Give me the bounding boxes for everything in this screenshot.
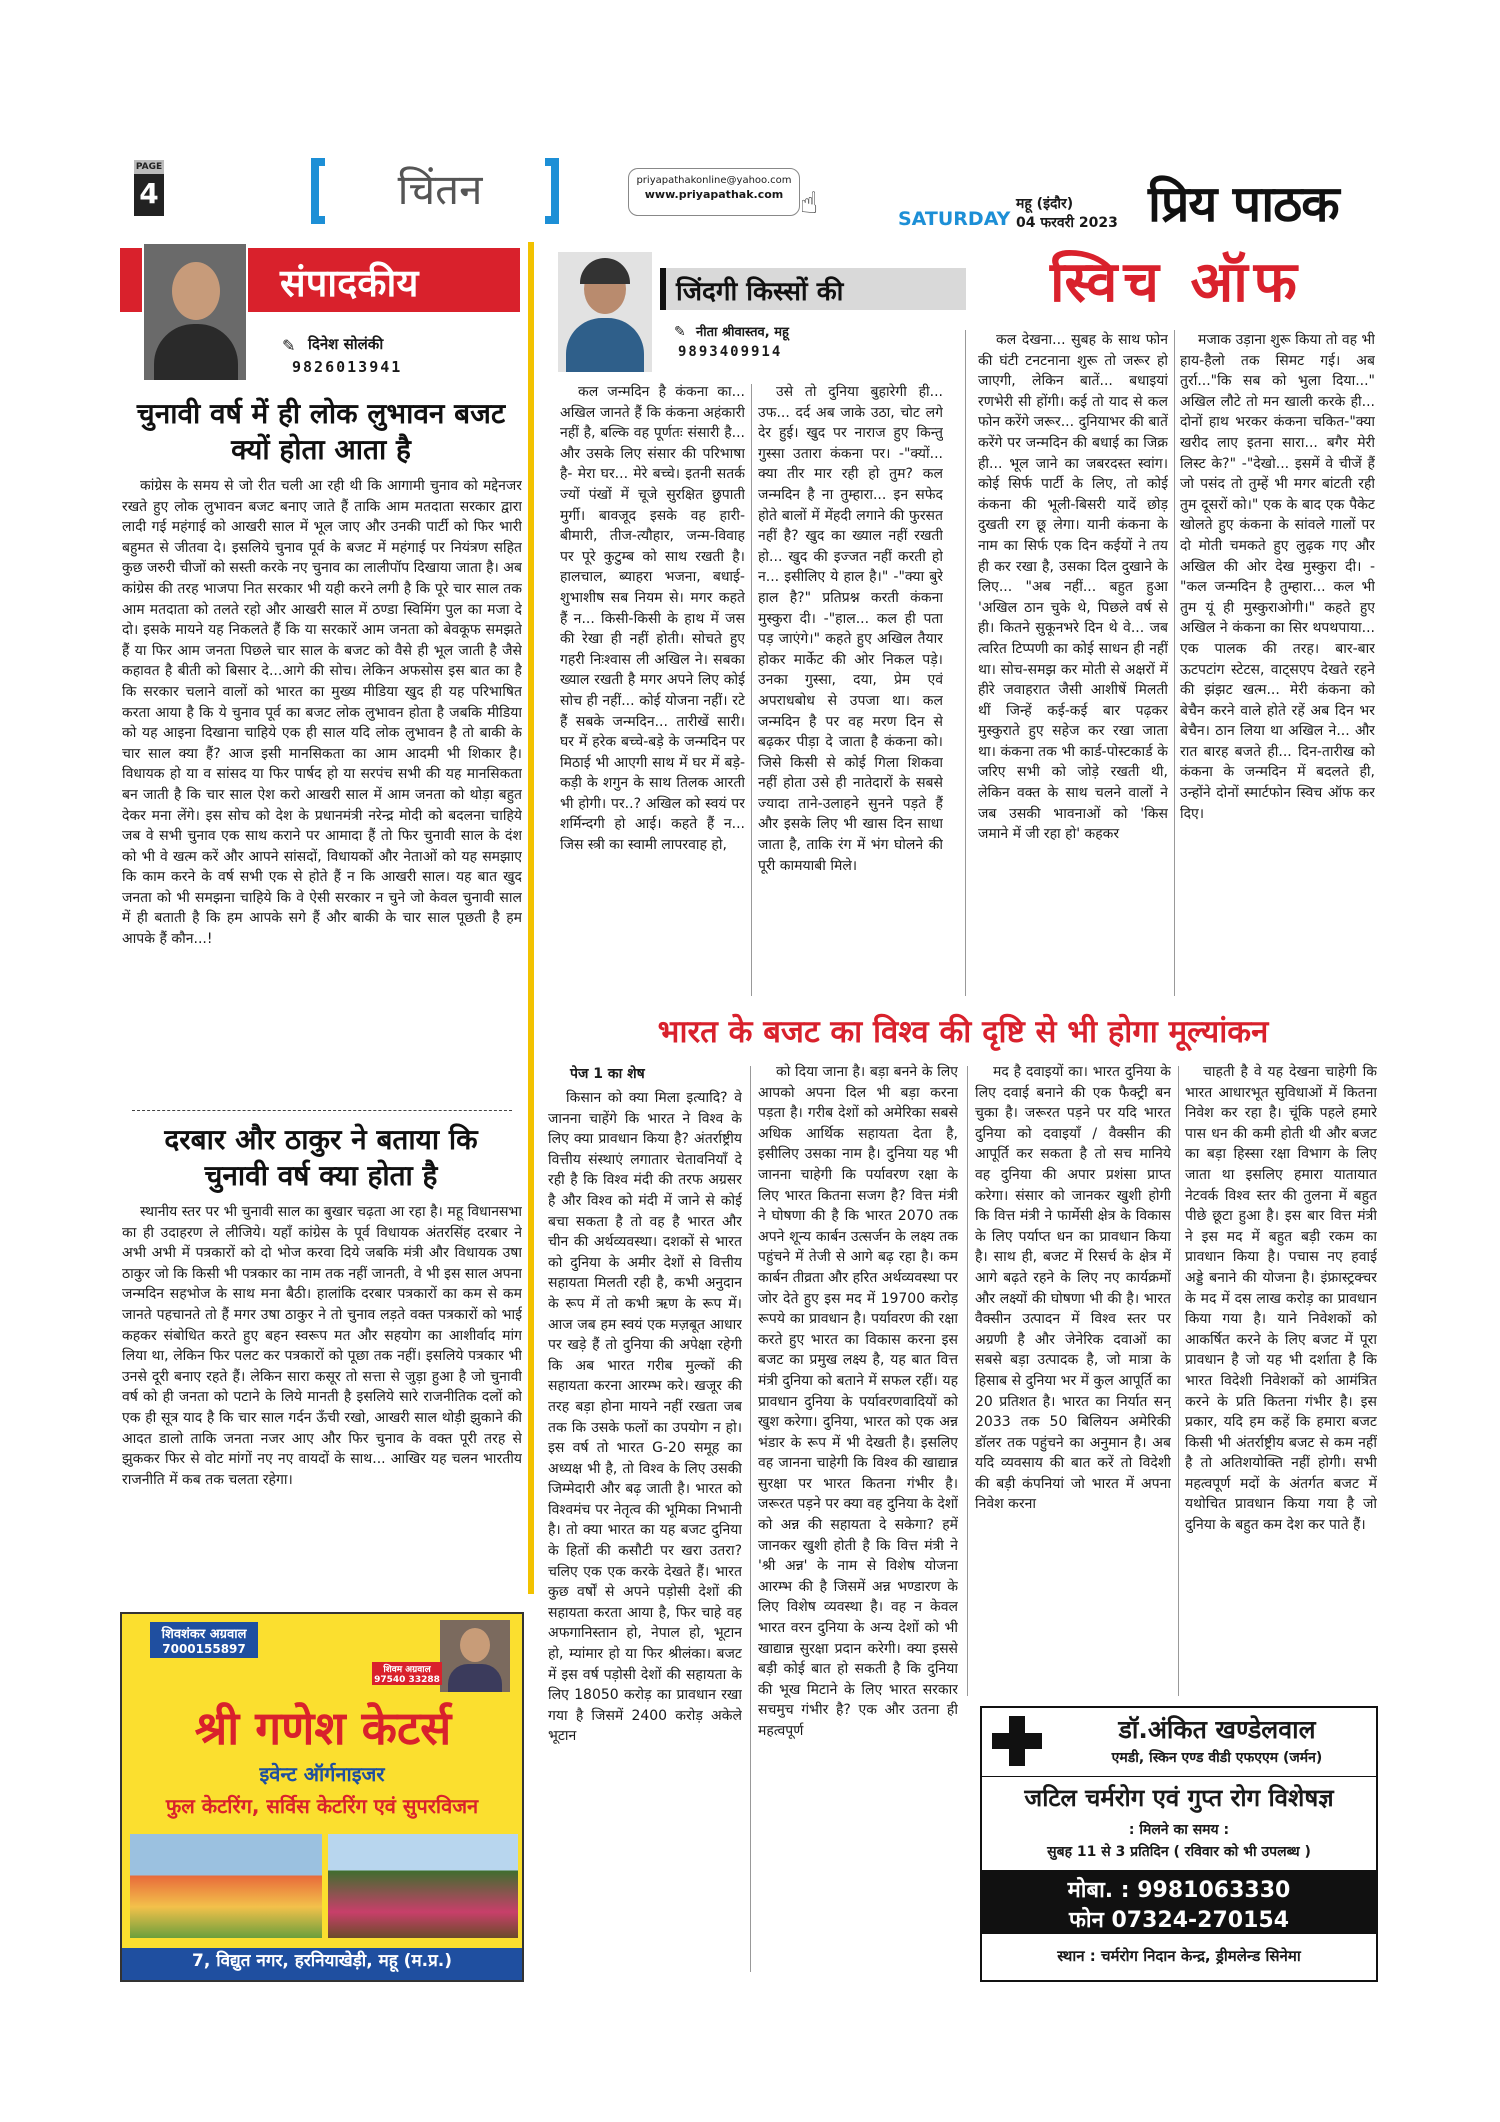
column-text-4-body: मजाक उड़ाना शुरू किया तो वह भी हाय-हैलो तक सिमट गई। अब तुर्रा..."कि सब को भुला दिया..." अखिल लौटे तो मन खाली करके ही... दोनों हाथ भरकर कंकना चकित-"क्या खरीद लाए इतना सारा... बगैर मेरी लिस्ट के?" -"देखो... इसमें वे चीजें हैं जो पसंद तो तुम्हें भी मगर बांटती रही तुम दूसरों को।" एक के बाद एक पैकेट खोलते हुए कंकना के सांवले गालों पर दो मोती चमकते हुए लुढ़क गए और अखिल की ओर देख मुस्कुरा दी। -"कल जन्मदिन है तुम्हारा... कल भी तुम यूं ही मुस्कुराओगी।" कहते हुए अखिल ने कंकना का सिर थपथपाया... एक पालक की तरह। बार-बार ऊटपटांग स्टेटस, वाट्सएप देखते रहने की झंझट खत्म... मेरी कंकना को बेचैन करने वाले होते रहें अब दिन भर बेचैन। ठान लिया था अखिल ने... और रात बारह बजते ही... दिन-तारीख को कंकना के जन्मदिन में बदलते ही, उन्होंने दोनों स्मार्टफोन स्विच ऑफ कर दिए। [1180,332,1375,822]
doctor-degree: एमडी, स्किन एण्ड वीडी एफएएम (जर्मन) [1111,1750,1323,1766]
section-title: चिंतन [397,165,483,214]
doctor-name: डॉ.अंकित खण्डेलवाल [1118,1715,1316,1744]
column-phone: 9893409914 [678,344,783,360]
doctor-phone[interactable]: फोन 07324-270154 [1068,1908,1290,1933]
pen-icon: ✎ [674,324,686,340]
owner2-name: शिवम अग्रवाल [383,1665,431,1675]
column-divider-3 [1174,330,1175,996]
column-story-title: स्विच ऑफ [1050,250,1303,315]
column-author-photo [558,252,652,372]
catering-tagline: इवेन्ट ऑर्गनाइजर [259,1762,385,1786]
owner1-phone: 7000155897 [162,1642,246,1656]
owner2-box [372,1662,442,1685]
budget-text-2 [758,1062,958,1974]
page-tag-label: PAGE [135,162,163,172]
doctor-specialty: जटिल चर्मरोग एवं गुप्त रोग विशेषज्ञ [982,1776,1376,1814]
owner2-photo [440,1620,510,1692]
budget-continued-label: पेज 1 का शेष [570,1066,645,1082]
budget-text-1-body: किसान को क्या मिला इत्यादि? वे जानना चाहेंगे कि भारत ने विश्व के लिए क्या प्रावधान किया है? अंतर्राष्ट्रीय वित्तीय संस्थाएं लगातार चेतावनियाँ दे रही है कि विश्व मंदी की तरफ अग्रसर है और विश्व को मंदी में जाने से कोई बचा सकता है तो वह है भारत और चीन की अर्थव्यवस्था। दशकों से भारत को दुनिया के अमीर देशों से वित्तीय सहायता मिलती रही है, कभी अनुदान के रूप में तो कभी ऋण के रूप में। आज जब हम स्वयं एक मज़बूत आधार पर खड़े हैं तो दुनिया की अपेक्षा रहेगी कि अब भारत गरीब मुल्कों की सहायता करना आरम्भ करे। खजूर की तरह बड़ा होना मायने नहीं रखता जब तक कि उसके फलों का उपयोग न हो। इस वर्ष तो भारत G-20 समूह का अध्यक्ष भी है, तो विश्व के लिए उसकी जिम्मेदारी और बढ़ जाती है। भारत को विश्वमंच पर नेतृत्व की भूमिका निभानी है। तो क्या भारत का यह बजट दुनिया के हितों की कसौटी पर खरा उतरा? चलिए एक एक करके देखते हैं। भारत कुछ वर्षों से अपने पड़ोसी देशों की सहायता करता आया है, फिर चाहे वह अफगानिस्तान हो, नेपाल हो, भूटान हो, म्यांमार हो या फिर श्रीलंका। बजट में इस वर्ष पड़ोसी देशों की सहायता के लिए 18050 करोड़ का प्रावधान रखा गया है जिसमें 2400 करोड़ अकेले भूटान [548,1090,742,1745]
newspaper-logo: प्रिय पाठक [1148,174,1339,233]
budget-divider-1 [750,1066,751,1972]
column-text-3-body: कल देखना... सुबह के साथ फोन की घंटी टनटनाना शुरू तो जरूर हो जाएगी, लेकिन बातें... बधाइयां रणभेरी सी होंगी। कई तो याद से कल फोन करेंगे जरूर... दुनियाभर की बातें करेंगे पर जन्मदिन की बधाई का जिक्र ही... भूल जाने का जबरदस्त स्वांग। कोई सिर्फ पार्टी के लिए, तो कोई कंकना की भूली-बिसरी यादें छोड़ दुखती रग छू लेगा। यानी कंकना के नाम का सिर्फ एक दिन कईयों ने तय ही कर रखा है, उसका दिल दुखाने के लिए... "अब नहीं... बहुत हुआ 'अखिल ठान चुके थे, पिछले वर्ष से ही। कितने सुकूनभरे दिन थे वे... जब त्वरित टिप्पणी का कोई साधन ही नहीं था। सोच-समझ कर मोती से अक्षरों में हीरे जवाहरात जैसी आशीषें मिलती थीं जिन्हें कई-कई बार पढ़कर मुस्कुराते हुए सहेज कर रखा जाता था। कंकना तक भी कार्ड-पोस्टकार्ड के जरिए सभी को जोड़े रखती थी, लेकिन वक्त के साथ चलने वालों ने जब उसकी भावनाओं को 'किस जमाने में जी रहा हो' कहकर [978,332,1168,843]
doctor-mobile[interactable]: मोबा. : 9981063330 [1067,1878,1291,1903]
budget-text-2-body: को दिया जाना है। बड़ा बनने के लिए आपको अपना दिल भी बड़ा करना पड़ता है। गरीब देशों को अमेरिका सबसे अधिक आर्थिक सहायता देता है, इसीलिए उसका नाम है। दुनिया यह भी जानना चाहेगी कि पर्यावरण रक्षा के लिए भारत कितना सजग है? वित्त मंत्री ने घोषणा की है कि भारत 2070 तक अपने शून्य कार्बन उत्सर्जन के लक्ष्य तक पहुंचने में तेजी से आगे बढ़ रहा है। कम कार्बन तीव्रता और हरित अर्थव्यवस्था पर जोर देते हुए इस मद में 19700 करोड़ रूपये का प्रावधान है। पर्यावरण की रक्षा करते हुए भारत का विकास करना इस बजट का प्रमुख लक्ष्य है, यह बात वित्त मंत्री दुनिया को बताने में सफल रहीं। यह प्रावधान दुनिया के पर्यावरणवादियों को खुश करेगा। दुनिया, भारत को एक अन्न भंडार के रूप में भी देखती है। इसलिए वह जानना चाहेगी कि विश्व की खाद्यान्न सुरक्षा पर भारत कितना गंभीर है। जरूरत पड़ने पर क्या वह दुनिया के देशों को अन्न की सहायता दे सकेगा? हमें जानकर खुशी होती है कि वित्त मंत्री ने 'श्री अन्न' के नाम से विशेष योजना आरम्भ की है जिसमें अन्न भण्डारण के लिए विशेष व्यवस्था है। वह न केवल भारत वरन दुनिया के अन्य देशों को भी खाद्यान्न सुरक्षा प्रदान करेगी। क्या इससे बड़ी कोई बात हो सकती है कि दुनिया की भूख मिटाने के लिए भारत सरकार सचमुच गंभीर है? एक और उतना ही महत्वपूर्ण [758,1064,958,1739]
section-bracket-left [311,158,325,224]
vertical-yellow-rule [528,242,534,1594]
editor-photo [142,242,248,382]
column-text-1-body: कल जन्मदिन है कंकना का... अखिल जानते हैं कि कंकना अहंकारी नहीं है, बल्कि वह पूर्णतः संसारी है... और उसके लिए संसार की परिभाषा है- मेरा घर... मेरे बच्चे। इतनी सतर्क ज्यों पंखों में चूजे सुरक्षित छुपाती मुर्गी। बावजूद इसके वह हारी-बीमारी, तीज-त्यौहार, जन्म-विवाह पर पूरे कुटुम्ब को साथ रखती है। हालचाल, ब्याहरा भजना, बधाई-शुभाशीष सब नियम से। मगर कहते हैं न... किसी-किसी के हाथ में जस की रेखा ही नहीं होती। सोचते हुए गहरी निःश्वास ली अखिल ने। सबका ख्याल रखती है मगर अपने लिए कोई सोच ही नहीं... कोई योजना नहीं। रटे हैं सबके जन्मदिन... तारीखें सारी। घर में हरेक बच्चे-बड़े के जन्मदिन पर मिठाई भी आएगी साथ में घर में बड़े-कड़ी के शगुन के साथ तिलक आरती भी होगी। पर..? अखिल को स्वयं पर शर्मिन्दगी हो आई। कहते हैं न... जिस स्त्री का स्वामी लापरवाह हो, [560,384,745,854]
column-divider-1 [751,384,752,996]
date-label: 04 फरवरी 2023 [1016,215,1118,231]
editorial-body-1 [122,476,522,1101]
column-author: नीता श्रीवास्तव, महू [696,325,789,340]
budget-text-4 [1185,1062,1377,1698]
pen-icon: ✎ [282,336,296,355]
budget-text-4-body: चाहती है वे यह देखना चाहेगी कि भारत आधारभूत सुविधाओं में कितना निवेश कर रहा है। चूंकि पहले हमारे पास धन की कमी होती थी और बजट का बड़ा हिस्सा रक्षा विभाग के लिए जाता था इसलिए हमारा यातायात नेटवर्क विश्व स्तर की तुलना में बहुत पीछे छूटा हुआ है। इस बार वित्त मंत्री ने इस मद में बहुत बड़ी रकम का प्रावधान किया है। पचास नए हवाई अड्डे बनाने की योजना है। इंफ्रास्ट्रक्चर के मद में दस लाख करोड़ का प्रावधान किया गया है। याने निवेशकों को आकर्षित करने के लिए बजट में पूरा प्रावधान है जो यह भी दर्शाता है कि भारत विदेशी निवेशकों को आमंत्रित करने के प्रति कितना गंभीर है। इस प्रकार, यदि हम कहें कि हमारा बजट किसी भी अंतर्राष्ट्रीय बजट से कम नहीं है तो अतिशयोक्ति नहीं होगी। सभी महत्वपूर्ण मदों के अंतर्गत बजट में यथोचित प्रावधान किया गया है जो दुनिया के बहुत कम देश कर पाते हैं। [1185,1064,1377,1534]
day-label: SATURDAY [898,208,1011,230]
budget-text-1 [548,1088,742,1974]
budget-divider-2 [967,1066,968,1696]
budget-text-3 [975,1062,1171,1698]
column-text-3 [978,330,1168,1002]
editorial-header [120,242,520,382]
pointer-hand-icon: ☝ [800,186,819,221]
owner1-box [150,1622,258,1658]
catering-photo-2 [328,1834,518,1938]
doctor-ad [980,1706,1378,1982]
editorial-body-2 [122,1202,522,1592]
editorial-headline-1: चुनावी वर्ष में ही लोक लुभावन बजट क्यों होता आता है [136,397,506,466]
catering-address: 7, विद्युत नगर, हरनियाखेड़ी, महू (म.प्र.) [122,1948,522,1980]
editorial-body-2-text: स्थानीय स्तर पर भी चुनावी साल का बुखार चढ़ता आ रहा है। महू विधानसभा का ही उदाहरण ले लीजिये। यहाँ कांग्रेस के पूर्व विधायक अंतरसिंह दरबार ने अभी अभी में पत्रकारों को दो भोज करवा दिये जबकि मंत्री और विधायक उषा ठाकुर जो कि किसी भी पत्रकार का नाम तक नहीं जानती, वे भी इस साल अपना जन्मदिन सहभोज के साथ मना बैठी। हालांकि दरबार पत्रकारों का कम से कम जानते पहचानते तो हैं मगर उषा ठाकुर ने तो चुनाव लड़ते वक्त पत्रकारों को भाई कहकर संबोधित करते हुए बहन स्वरूप मत और सहयोग का आशीर्वाद मांग लिया था, लेकिन फिर पलट कर पत्रकारों को पूछा तक नहीं। इसलिये पत्रकार भी उनसे दूरी बनाए रहते हैं। लेकिन सारा कसूर तो सत्ता से जुड़ा हुआ है जो चुनावी वर्ष को ही जनता को पटाने के लिये मानती है इसलिये सारे राजनीतिक दलों को एक ही सूत्र याद है कि चार साल गर्दन ऊँची रखो, आखरी साल थोड़ी झुकाने की आदत डालो ताकि जनता नजर आए और फिर चुनाव के वक्त पूरी तरह से झुककर फिर से वोट मांगों नए नए वायदों के साथ... आखिर यह चलन भारतीय राजनीति में कब तक चलता रहेगा। [122,1204,522,1488]
email[interactable]: priyapathakonline@yahoo.com [636,175,792,186]
column-text-1 [560,382,745,1002]
section-bracket-right [545,158,559,224]
website[interactable]: www.priyapathak.com [644,188,784,201]
page-tag [134,160,164,216]
column-divider-2 [965,330,966,996]
column-header [548,246,968,376]
page-number: 4 [139,177,159,210]
doctor-timing: सुबह 11 से 3 प्रतिदिन ( रविवार को भी उपलब्ध ) [1047,1844,1311,1860]
catering-photo-1 [130,1834,322,1938]
owner2-phone: 97540 33288 [374,1675,440,1685]
owner1-name: शिवशंकर अग्रवाल [161,1627,247,1642]
column-text-4 [1180,330,1375,1002]
editorial-divider [132,1110,512,1111]
catering-services: फुल केटरिंग, सर्विस केटरिंग एवं सुपरविजन [165,1794,479,1818]
editorial-headline-2: दरबार और ठाकुर ने बताया कि चुनावी वर्ष क्या होता है [164,1123,478,1192]
budget-text-3-body: मद है दवाइयों का। भारत दुनिया के लिए दवाई बनाने की एक फैक्ट्री बन चुका है। जरूरत पड़ने पर यदि भारत दुनिया को दवाइयाँ / वैक्सीन की आपूर्ति कर सकता है तो सच मानिये वह दुनिया की अपार प्रशंसा प्राप्त करेगा। संसार को जानकर खुशी होगी कि वित्त मंत्री ने फार्मेसी क्षेत्र के विकास के लिए पर्याप्त धन का प्रावधान किया है। साथ ही, बजट में रिसर्च के क्षेत्र में आगे बढ़ते रहने के लिए नए कार्यक्रमों और लक्ष्यों की घोषणा भी की है। भारत वैक्सीन उत्पादन में विश्व स्तर पर अग्रणी है और जेनेरिक दवाओं का सबसे बड़ा उत्पादक है, जो मात्रा के हिसाब से दुनिया भर में कुल आपूर्ति का 20 प्रतिशत है। भारत का निर्यात सन् 2033 तक 50 बिलियन अमेरिकी डॉलर तक पहुंचने का अनुमान है। अब यदि व्यवसाय की बात करें तो विदेशी की बड़ी कंपनियां जो भारत में अपना निवेश करना [975,1064,1171,1513]
doctor-address: स्थान : चर्मरोग निदान केन्द्र, ड्रीमलेन्ड सिनेमा [1057,1947,1301,1965]
editorial-label: संपादकीय [280,261,419,305]
budget-divider-3 [1178,1066,1179,1696]
editorial-phone: 9826013941 [292,358,403,376]
column-text-2-body: उसे तो दुनिया बुहारेगी ही... उफ... दर्द अब जाके उठा, चोट लगे देर हुई। खुद पर नाराज हुए किन्तु गुस्सा उतारा कंकना पर। -"क्यों... क्या तीर मार रही हो तुम? कल जन्मदिन है ना तुम्हारा... इन सफेद होते बालों में मेंहदी लगाने की फुरसत नहीं है? खुद का ख्याल नहीं रखती हो... खुद की इज्जत नहीं करती हो न... इसीलिए ये हाल है।" -"क्या बुरे हाल है?" प्रतिप्रश्न करती कंकना मुस्कुरा दी। -"हाल... कल ही पता पड़ जाएंगे।" कहते हुए अखिल तैयार होकर मार्केट की ओर निकल पड़े। उनका गुस्सा, दया, प्रेम एवं अपराधबोध से उपजा था। कल जन्मदिन है पर वह मरण दिन से बढ़कर पीड़ा दे जाता है कंकना को। जिसे किसी से कोई गिला शिकवा नहीं होता उसे ही नातेदारों के सबसे ज्यादा ताने-उलाहने सुनने पड़ते हैं और इसके लिए भी खास दिन साधा जाता है, ताकि रंग में भंग घोलने की पूरी कामयाबी मिले। [758,384,943,874]
medical-cross-icon [992,1716,1042,1766]
column-label: जिंदगी किस्सों की [676,277,844,307]
editorial-author: दिनेश सोलंकी [308,335,384,353]
place-label: महू (इंदौर) [1016,196,1074,212]
budget-headline: भारत के बजट का विश्व की दृष्टि से भी होगा मूल्यांकन [657,1014,1269,1050]
contact-box [628,168,800,216]
catering-name: श्री गणेश केटर्स [194,1701,452,1755]
catering-ad [120,1612,524,1982]
timing-label: : मिलने का समय : [1128,1822,1230,1838]
column-text-2 [758,382,943,1002]
editorial-body-1-text: कांग्रेस के समय से जो रीत चली आ रही थी कि आगामी चुनाव को मद्देनजर रखते हुए लोक लुभावन बजट बनाए जाते हैं ताकि आम मतदाता सरकार द्वारा लादी गई महंगाई को आखरी साल में भूल जाए और उनकी पार्टी को फिर भारी बहुमत से जीतवा दे। इसलिये चुनाव पूर्व के बजट में महंगाई पर नियंत्रण सहित कुछ जरुरी चीजों को सस्ती करके नए चुनाव का लालीपॉप दिखाया जाता है। अब कांग्रेस की तरह भाजपा नित सरकार भी यही करने लगी है कि पूरे चार साल तक आम मतदाता को तलते रहो और आखरी साल में ठण्डा स्विमिंग पुल का मजा दे दो। इसके मायने यह निकलते हैं कि या सरकारें आम जनता को बेवकूफ समझते हैं या फिर आम जनता पिछले चार साल के बजट को वैसे ही भूल जाती है जैसे कहावत है बीती को बिसार दे...आगे की सोच। लेकिन अफसोस इस बात का है कि सरकार चलाने वालों को भारत का मुख्य मीडिया खुद ही यह परिभाषित करता आया है कि ये चुनाव पूर्व का बजट लोक लुभावन होता है जबकि मीडिया को यह आइना दिखाना चाहिये एक ही साल यदि लोक लुभावन है तो बाकी के चार साल क्या हैं? आज इसी मानसिकता का आम आदमी भी शिकार है। विधायक हो या व सांसद या फिर पार्षद हो या सरपंच सभी की यह मानसिकता बन जाती है कि चार साल ऐश करो आखरी साल में आम जनता को थोड़ा बहुत देकर मना लेंगे। इस सोच को देश के प्रधानमंत्री नरेन्द्र मोदी को बदलना चाहिये जब वे सभी चुनाव एक साथ कराने पर आमादा हैं तो फिर चुनावी साल के दंश को भी वे खत्म करें और आपने सांसदों, विधायकों और नेताओं को यह समझाए कि काम करने के वर्ष सभी एक से होते हैं न कि आखरी साल। यह बात खुद जनता को भी समझना चाहिये कि वे ऐसी सरकार न चुने जो केवल चुनावी साल में ही बताती है कि हम आपके सगे हैं और बाकी के चार साल पूछती है हम आपके हैं कौन...! [122,478,522,948]
